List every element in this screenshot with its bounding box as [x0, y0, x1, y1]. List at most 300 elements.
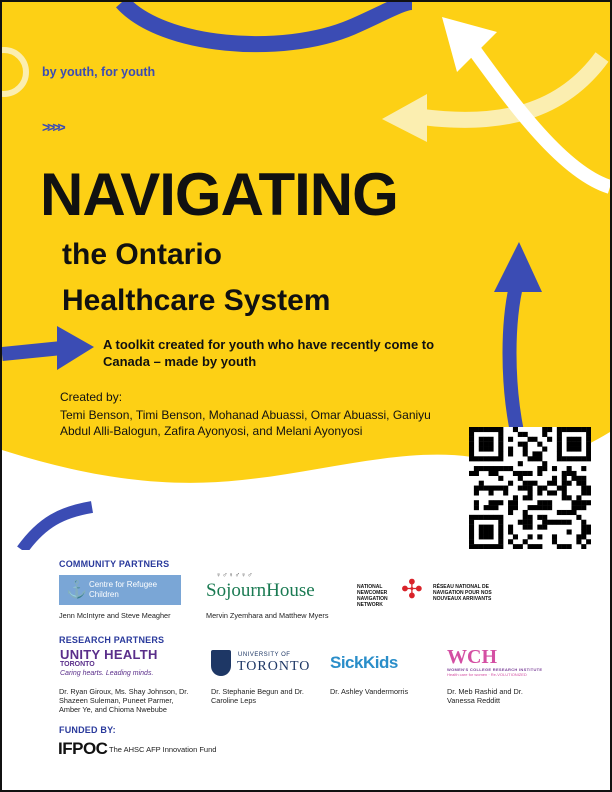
- qr-module: [484, 442, 489, 447]
- qr-module: [489, 515, 494, 520]
- qr-module: [518, 520, 523, 525]
- qr-module: [474, 471, 479, 476]
- qr-module: [562, 520, 567, 525]
- qr-module: [576, 476, 581, 481]
- unity-health-motto: Caring hearts. Leading minds.: [60, 670, 154, 677]
- qr-module: [581, 534, 586, 539]
- qr-module: [562, 510, 567, 515]
- qr-module: [537, 525, 542, 530]
- qr-module: [498, 500, 503, 505]
- qr-module: [479, 486, 484, 491]
- qr-module: [484, 456, 489, 461]
- qr-module: [557, 442, 562, 447]
- qr-module: [532, 544, 537, 549]
- qr-module: [567, 437, 572, 442]
- qr-module: [532, 451, 537, 456]
- qr-module: [542, 427, 547, 432]
- qr-module: [493, 500, 498, 505]
- hero-section: [2, 2, 610, 550]
- qr-module: [498, 525, 503, 530]
- qr-module: [571, 447, 576, 452]
- creators-list: Temi Benson, Timi Benson, Mohanad Abuassi, Omar Abuassi, Ganiyu Abdul Alli-Balogun, Zafira Ayonyosi, and Melani Ayonyosi: [60, 408, 431, 438]
- qr-module: [469, 451, 474, 456]
- qr-module: [532, 437, 537, 442]
- qr-module: [547, 481, 552, 486]
- qr-module: [562, 481, 567, 486]
- qr-module: [484, 544, 489, 549]
- qr-module: [528, 481, 533, 486]
- qr-module: [537, 471, 542, 476]
- qr-module: [493, 471, 498, 476]
- qr-module: [484, 486, 489, 491]
- qr-module: [528, 437, 533, 442]
- qr-code-icon: [469, 427, 591, 549]
- wch-logo-text: WCH: [447, 646, 497, 668]
- qr-module: [557, 520, 562, 525]
- qr-module: [576, 442, 581, 447]
- qr-module: [518, 471, 523, 476]
- qr-module: [547, 490, 552, 495]
- qr-module: [528, 525, 533, 530]
- qr-module: [586, 456, 591, 461]
- qr-module: [523, 510, 528, 515]
- qr-module: [498, 447, 503, 452]
- qr-module: [547, 427, 552, 432]
- qr-module: [498, 432, 503, 437]
- qr-module: [586, 442, 591, 447]
- qr-module: [469, 442, 474, 447]
- qr-module: [532, 481, 537, 486]
- people-icon: ♀♂♀♂♀♂: [216, 572, 254, 579]
- crc-caption: Jenn McIntyre and Steve Meagher: [59, 611, 171, 620]
- qr-module: [532, 505, 537, 510]
- qr-module: [489, 456, 494, 461]
- qr-module: [474, 486, 479, 491]
- qr-module: [523, 539, 528, 544]
- qr-module: [469, 432, 474, 437]
- qr-module: [567, 520, 572, 525]
- qr-module: [576, 505, 581, 510]
- qr-module: [523, 481, 528, 486]
- qr-module: [508, 481, 513, 486]
- blue-arrow-up: [510, 282, 518, 432]
- qr-module: [498, 466, 503, 471]
- qr-module: [508, 437, 513, 442]
- sickkids-logo: SickKids: [330, 653, 398, 672]
- qr-module: [567, 466, 572, 471]
- qr-module: [484, 447, 489, 452]
- qr-module: [489, 427, 494, 432]
- chevrons-icon: >>>>: [42, 119, 63, 135]
- qr-module: [484, 427, 489, 432]
- qr-module: [547, 520, 552, 525]
- qr-module: [562, 471, 567, 476]
- wch-caption: Dr. Meb Rashid and Dr. Vanessa Redditt: [447, 687, 523, 705]
- qr-module: [562, 490, 567, 495]
- qr-module: [493, 486, 498, 491]
- qr-module: [581, 476, 586, 481]
- qr-module: [576, 515, 581, 520]
- qr-module: [474, 515, 479, 520]
- qr-module: [581, 525, 586, 530]
- qr-module: [532, 456, 537, 461]
- qr-module: [552, 481, 557, 486]
- qr-module: [523, 447, 528, 452]
- nnnn-english-text: NATIONAL NEWCOMER NAVIGATION NETWORK: [357, 584, 388, 608]
- qr-module: [489, 534, 494, 539]
- qr-module: [469, 515, 474, 520]
- qr-module: [586, 437, 591, 442]
- uoft-logo: [211, 650, 321, 682]
- qr-module: [562, 476, 567, 481]
- qr-module: [576, 437, 581, 442]
- qr-module: [474, 500, 479, 505]
- qr-module: [498, 520, 503, 525]
- qr-module: [489, 505, 494, 510]
- qr-module: [484, 505, 489, 510]
- qr-module: [508, 451, 513, 456]
- qr-module: [469, 534, 474, 539]
- qr-module: [562, 427, 567, 432]
- qr-module: [469, 447, 474, 452]
- sojourn-house-text: SojournHouse: [206, 580, 315, 601]
- qr-module: [498, 539, 503, 544]
- crc-logo-text: Centre for Refugee Children: [89, 580, 158, 599]
- qr-module: [576, 495, 581, 500]
- qr-module: [498, 476, 503, 481]
- qr-module: [571, 476, 576, 481]
- blue-arrow-right: [2, 348, 62, 354]
- qr-module: [562, 544, 567, 549]
- qr-module: [581, 505, 586, 510]
- qr-module: [557, 451, 562, 456]
- unity-health-logo: [60, 647, 170, 677]
- qr-module: [528, 456, 533, 461]
- qr-module: [493, 456, 498, 461]
- qr-module: [489, 466, 494, 471]
- title-line-3: Healthcare System: [62, 284, 331, 317]
- qr-module: [489, 437, 494, 442]
- qr-module: [528, 495, 533, 500]
- qr-module: [518, 442, 523, 447]
- qr-module: [537, 486, 542, 491]
- qr-module: [484, 515, 489, 520]
- tagline: by youth, for youth: [42, 65, 156, 79]
- qr-module: [542, 432, 547, 437]
- qr-module: [518, 461, 523, 466]
- qr-module: [537, 505, 542, 510]
- qr-module: [469, 471, 474, 476]
- qr-module: [469, 544, 474, 549]
- qr-module: [523, 451, 528, 456]
- qr-module: [498, 442, 503, 447]
- qr-module: [518, 432, 523, 437]
- qr-module: [479, 481, 484, 486]
- qr-module: [571, 442, 576, 447]
- qr-module: [513, 471, 518, 476]
- qr-module: [552, 490, 557, 495]
- qr-module: [542, 520, 547, 525]
- qr-module: [498, 534, 503, 539]
- qr-module: [567, 481, 572, 486]
- qr-module: [576, 427, 581, 432]
- qr-module: [508, 505, 513, 510]
- qr-module: [537, 500, 542, 505]
- qr-module: [479, 529, 484, 534]
- qr-module: [503, 486, 508, 491]
- qr-module: [528, 505, 533, 510]
- qr-module: [567, 544, 572, 549]
- qr-module: [479, 447, 484, 452]
- qr-module: [469, 520, 474, 525]
- funded-by-label: FUNDED BY:: [59, 725, 116, 735]
- research-partners-label: RESEARCH PARTNERS: [59, 635, 165, 645]
- qr-module: [547, 437, 552, 442]
- qr-module: [581, 486, 586, 491]
- qr-module: [493, 466, 498, 471]
- qr-module: [581, 466, 586, 471]
- qr-module: [489, 525, 494, 530]
- qr-module: [474, 466, 479, 471]
- qr-module: [567, 456, 572, 461]
- qr-module: [513, 534, 518, 539]
- qr-module: [493, 505, 498, 510]
- qr-module: [513, 544, 518, 549]
- qr-module: [528, 520, 533, 525]
- qr-module: [562, 486, 567, 491]
- qr-module: [489, 544, 494, 549]
- qr-module: [523, 432, 528, 437]
- qr-module: [567, 447, 572, 452]
- qr-module: [479, 442, 484, 447]
- qr-module: [557, 437, 562, 442]
- qr-module: [489, 490, 494, 495]
- qr-module: [474, 544, 479, 549]
- qr-module: [469, 456, 474, 461]
- qr-module: [537, 544, 542, 549]
- nnnn-french-text: RÉSEAU NATIONAL DE NAVIGATION POUR NOS NOUVEAUX ARRIVANTS: [433, 584, 492, 602]
- unity-health-city: TORONTO: [60, 661, 95, 668]
- qr-module: [586, 447, 591, 452]
- qr-module: [484, 466, 489, 471]
- qr-module: [503, 466, 508, 471]
- qr-module: [518, 486, 523, 491]
- qr-module: [537, 534, 542, 539]
- qr-module: [479, 466, 484, 471]
- qr-module: [586, 529, 591, 534]
- community-partners-label: COMMUNITY PARTNERS: [59, 559, 170, 569]
- qr-module: [557, 432, 562, 437]
- qr-module: [508, 447, 513, 452]
- qr-module: [552, 466, 557, 471]
- qr-module: [537, 490, 542, 495]
- sojourn-house-logo: [206, 572, 341, 608]
- qr-module: [479, 427, 484, 432]
- qr-module: [528, 534, 533, 539]
- qr-code[interactable]: [469, 427, 591, 549]
- qr-module: [474, 456, 479, 461]
- qr-module: [498, 515, 503, 520]
- qr-module: [484, 534, 489, 539]
- qr-module: [557, 510, 562, 515]
- qr-module: [493, 515, 498, 520]
- qr-module: [484, 529, 489, 534]
- qr-module: [479, 544, 484, 549]
- qr-module: [581, 490, 586, 495]
- qr-module: [498, 486, 503, 491]
- qr-module: [586, 451, 591, 456]
- qr-module: [557, 447, 562, 452]
- qr-module: [508, 500, 513, 505]
- qr-module: [537, 456, 542, 461]
- created-by-label: Created by:: [60, 390, 123, 404]
- anchor-icon: ⚓: [66, 580, 88, 599]
- qr-module: [562, 495, 567, 500]
- qr-module: [557, 544, 562, 549]
- qr-module: [508, 529, 513, 534]
- funding-caption: The AHSC AFP Innovation Fund: [109, 745, 217, 754]
- qr-module: [567, 510, 572, 515]
- uoft-crest-icon: [211, 650, 231, 676]
- qr-module: [586, 427, 591, 432]
- qr-module: [493, 427, 498, 432]
- qr-module: [576, 481, 581, 486]
- unity-health-name: UNITY HEALTH: [60, 647, 158, 662]
- qr-module: [542, 486, 547, 491]
- qr-module: [567, 529, 572, 534]
- qr-module: [581, 544, 586, 549]
- qr-module: [489, 529, 494, 534]
- qr-module: [474, 490, 479, 495]
- qr-module: [567, 442, 572, 447]
- qr-module: [552, 539, 557, 544]
- qr-module: [571, 500, 576, 505]
- uoft-university-text: UNIVERSITY OF: [238, 652, 291, 658]
- qr-module: [479, 534, 484, 539]
- title-main: NAVIGATING: [40, 161, 398, 228]
- qr-module: [571, 471, 576, 476]
- qr-module: [586, 525, 591, 530]
- qr-module: [581, 500, 586, 505]
- qr-module: [576, 500, 581, 505]
- qr-module: [552, 534, 557, 539]
- qr-module: [542, 461, 547, 466]
- qr-module: [498, 456, 503, 461]
- maple-leaf-icon: ✣: [401, 574, 423, 604]
- qr-module: [489, 442, 494, 447]
- qr-module: [581, 456, 586, 461]
- qr-module: [513, 427, 518, 432]
- uoft-caption: Dr. Stephanie Begun and Dr. Caroline Leps: [211, 687, 304, 705]
- subtitle: A toolkit created for youth who have recently come to Canada – made by youth: [103, 337, 435, 369]
- qr-module: [508, 466, 513, 471]
- qr-module: [523, 442, 528, 447]
- sojourn-caption: Mervin Zyemhara and Matthew Myers: [206, 611, 329, 620]
- qr-module: [489, 447, 494, 452]
- qr-module: [528, 515, 533, 520]
- qr-module: [523, 515, 528, 520]
- qr-module: [498, 437, 503, 442]
- qr-module: [562, 456, 567, 461]
- qr-module: [567, 495, 572, 500]
- wch-line-1: WOMEN'S COLLEGE RESEARCH INSTITUTE: [447, 667, 543, 672]
- qr-module: [498, 427, 503, 432]
- qr-module: [474, 505, 479, 510]
- qr-module: [581, 481, 586, 486]
- qr-module: [508, 510, 513, 515]
- qr-module: [479, 437, 484, 442]
- qr-module: [567, 427, 572, 432]
- qr-module: [542, 447, 547, 452]
- qr-module: [479, 525, 484, 530]
- qr-module: [552, 476, 557, 481]
- blue-curve-bottom: [22, 507, 92, 550]
- qr-module: [537, 442, 542, 447]
- crc-logo: [59, 575, 181, 605]
- qr-module: [581, 520, 586, 525]
- qr-module: [489, 471, 494, 476]
- qr-module: [479, 456, 484, 461]
- qr-module: [571, 437, 576, 442]
- qr-module: [586, 539, 591, 544]
- title-line-2: the Ontario: [62, 238, 223, 271]
- qr-module: [498, 529, 503, 534]
- qr-module: [493, 544, 498, 549]
- qr-module: [586, 500, 591, 505]
- qr-module: [518, 544, 523, 549]
- qr-module: [576, 539, 581, 544]
- qr-module: [567, 471, 572, 476]
- qr-module: [498, 544, 503, 549]
- wch-line-2: Health care for women · Re-VOLUTIONIZED: [447, 672, 527, 677]
- uoft-toronto-text: TORONTO: [237, 659, 311, 674]
- qr-module: [557, 456, 562, 461]
- qr-module: [498, 451, 503, 456]
- qr-module: [469, 529, 474, 534]
- qr-module: [513, 495, 518, 500]
- qr-module: [484, 437, 489, 442]
- qr-module: [537, 515, 542, 520]
- qr-module: [586, 486, 591, 491]
- qr-module: [576, 447, 581, 452]
- qr-module: [586, 490, 591, 495]
- qr-module: [586, 432, 591, 437]
- qr-module: [528, 544, 533, 549]
- qr-module: [571, 510, 576, 515]
- qr-module: [474, 427, 479, 432]
- qr-module: [571, 456, 576, 461]
- qr-module: [542, 466, 547, 471]
- qr-module: [542, 515, 547, 520]
- qr-module: [513, 505, 518, 510]
- unity-caption: Dr. Ryan Giroux, Ms. Shay Johnson, Dr. Shazeen Suleman, Puneet Parmer, Amber Ye, and Chioma Nwebube: [59, 687, 189, 714]
- qr-module: [557, 486, 562, 491]
- qr-module: [581, 427, 586, 432]
- nnnn-logo: [357, 574, 497, 608]
- qr-module: [469, 525, 474, 530]
- qr-module: [571, 427, 576, 432]
- qr-module: [571, 505, 576, 510]
- qr-module: [518, 476, 523, 481]
- qr-module: [489, 500, 494, 505]
- qr-module: [581, 529, 586, 534]
- qr-module: [542, 525, 547, 530]
- ifpoc-logo: IFPOC: [58, 739, 108, 758]
- qr-module: [479, 515, 484, 520]
- qr-module: [513, 500, 518, 505]
- sickkids-caption: Dr. Ashley Vandermorris: [330, 687, 409, 696]
- qr-module: [469, 539, 474, 544]
